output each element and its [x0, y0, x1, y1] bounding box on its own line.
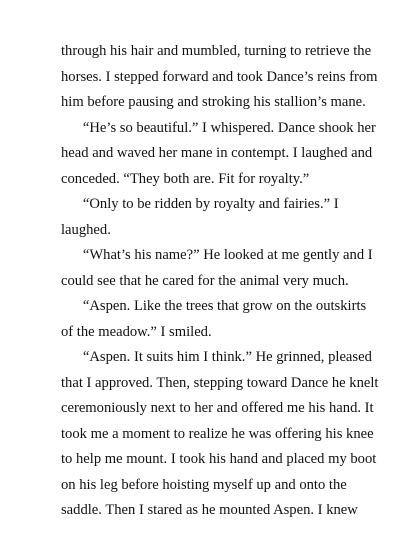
text-line: head and waved her mane in contempt. I laughed and — [61, 145, 373, 161]
text-line: that I approved. Then, stepping toward Dance he knelt — [61, 374, 379, 391]
text-line: “Only to be ridden by royalty and fairies.” I — [61, 196, 339, 212]
text-line: horses. I stepped forward and took Dance’s reins from — [61, 68, 378, 85]
text-line: laughed. — [61, 221, 111, 238]
text-line: on his leg before hoisting myself up and onto the — [61, 476, 347, 493]
text-line: took me a moment to realize he was offering his knee — [61, 425, 374, 442]
body-text — [61, 39, 379, 524]
text-line: through his hair and mumbled, turning to retrieve the — [61, 43, 372, 59]
text-line: “Aspen. It suits him I think.” He grinned, pleased — [61, 349, 372, 365]
text-line: could see that he cared for the animal very much. — [61, 272, 349, 289]
text-line: conceded. “They both are. Fit for royalty.” — [61, 170, 310, 187]
text-line: ceremoniously next to her and offered me his hand. It — [61, 400, 374, 416]
text-line: of the meadow.” I smiled. — [61, 323, 212, 340]
text-line: “He’s so beautiful.” I whispered. Dance shook her — [61, 119, 376, 136]
text-line: him before pausing and stroking his stallion’s mane. — [61, 94, 366, 110]
text-line: “Aspen. Like the trees that grow on the outskirts — [61, 298, 367, 314]
text-line: saddle. Then I stared as he mounted Aspen. I knew — [61, 502, 358, 518]
text-line: “What’s his name?” He looked at me gently and I — [61, 247, 373, 263]
text-line: to help me mount. I took his hand and placed my boot — [61, 451, 377, 467]
